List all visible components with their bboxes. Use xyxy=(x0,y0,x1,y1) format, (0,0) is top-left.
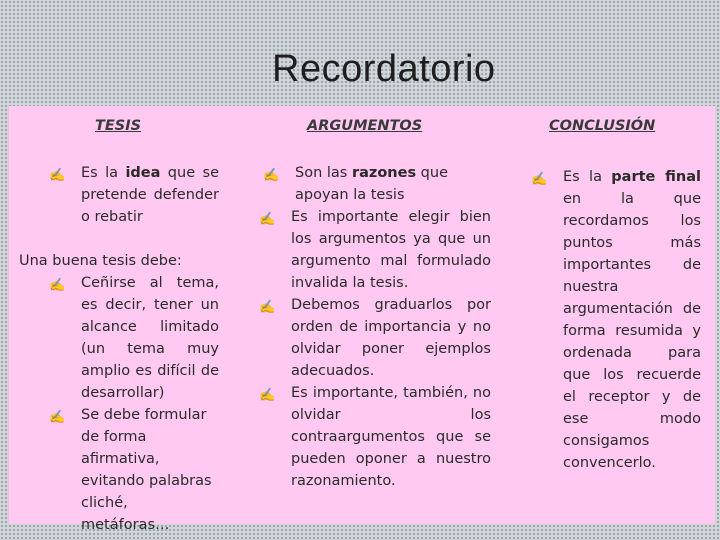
conclusion-item-bold: parte final xyxy=(611,169,701,185)
tesis-item-idea-text: Es la xyxy=(81,165,126,181)
argumentos-item-razones xyxy=(295,162,493,206)
argumentos-item-graduarlos: Debemos graduarlos por orden de importancia y no olvidar poner ejemplos adecuados. xyxy=(291,297,491,379)
header-conclusion: CONCLUSIÓN xyxy=(549,118,656,134)
argumentos-item-contraargumentos: Es importante, también, no olvidar los contraargumentos que se pueden oponer a nuestro razonamiento. xyxy=(291,385,491,489)
summary-table xyxy=(8,106,715,533)
argumentos-item-razones-text-end: que apoyan la tesis xyxy=(295,165,449,203)
tesis-item-tema: Ceñirse al tema, es decir, tener un alcance limitado (un tema muy amplio es difícil de desarrollar) xyxy=(81,275,219,401)
pen-writing-icon: ✍ xyxy=(49,409,66,424)
pen-writing-icon: ✍ xyxy=(49,277,66,292)
header-tesis: TESIS xyxy=(95,118,142,134)
tesis-item-idea-text-end: que se pretende defender o rebatir xyxy=(81,165,219,225)
argumentos-item-razones-bold: razones xyxy=(351,165,417,181)
tesis-item-idea-bold: idea xyxy=(125,165,161,181)
pen-writing-icon: ✍ xyxy=(531,171,548,186)
conclusion-item-text: Es la xyxy=(563,169,612,185)
conclusion-item-text-end: en la que recordamos los puntos más importantes de nuestra argumentación de forma resumida y ordenada para que los recuerde el receptor y de ese modo consigamos convencerlo. xyxy=(563,191,701,471)
pen-writing-icon: ✍ xyxy=(263,167,280,182)
conclusion-item-parte-final xyxy=(563,166,701,474)
pen-writing-icon: ✍ xyxy=(259,299,276,314)
header-argumentos: ARGUMENTOS xyxy=(307,118,423,134)
pen-writing-icon: ✍ xyxy=(259,211,276,226)
tesis-lead-text: Una buena tesis debe: xyxy=(19,253,182,269)
slide-title: Recordatorio xyxy=(272,48,496,90)
argumentos-item-elegir: Es importante elegir bien los argumentos ya que un argumento mal formulado invalida la tesis. xyxy=(291,209,491,291)
argumentos-item-razones-text: Son las xyxy=(295,165,352,181)
tesis-item-idea xyxy=(81,162,219,228)
tesis-item-formular: Se debe formular de forma afirmativa, evitando palabras cliché, metáforas… xyxy=(81,407,212,533)
pen-writing-icon: ✍ xyxy=(259,387,276,402)
pen-writing-icon: ✍ xyxy=(49,167,66,182)
